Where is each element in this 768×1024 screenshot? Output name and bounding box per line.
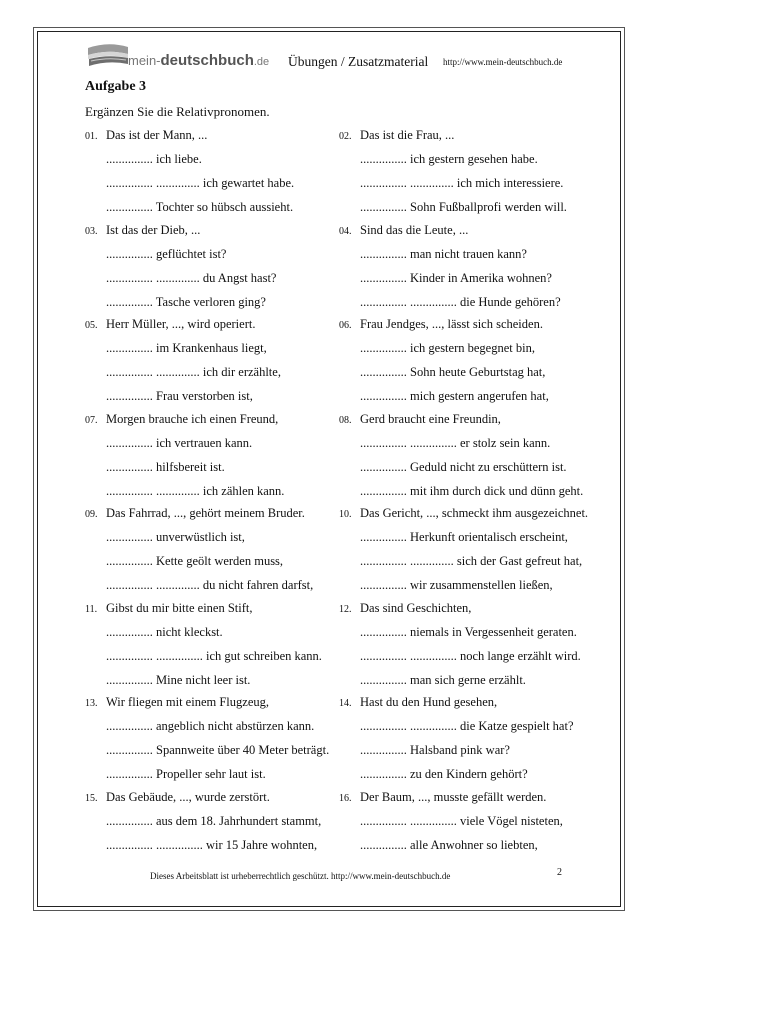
exercise-blank-line: ............... ich gestern gesehen habe. xyxy=(360,152,538,166)
exercise-blank-line: ............... .............. sich der Gast gefreut hat, xyxy=(360,554,583,568)
exercise-item xyxy=(85,223,335,318)
exercise-blank-line: ............... alle Anwohner so liebten, xyxy=(360,837,538,852)
exercise-blank-line: ............... ............... er stolz sein kann. xyxy=(360,435,551,450)
exercise-blank-line: ............... .............. ich zählen kann. xyxy=(106,483,285,498)
exercise-prompt: Das ist die Frau, ... xyxy=(360,128,455,142)
site-logo: mein-deutschbuch.de xyxy=(128,52,270,69)
exercise-item xyxy=(85,317,335,412)
exercise-item xyxy=(339,601,589,696)
exercise-prompt: Das sind Geschichten, xyxy=(360,600,472,615)
exercise-blank-line: ............... Mine nicht leer ist. xyxy=(106,672,251,687)
exercise-prompt: Das ist der Mann, ... xyxy=(106,128,208,142)
exercise-blank-line: ............... angeblich nicht abstürzen kann. xyxy=(106,719,315,733)
exercise-number: 08. xyxy=(339,414,352,426)
exercise-number: 14. xyxy=(339,698,352,709)
exercise-item xyxy=(85,790,335,885)
exercise-blank-line: ............... niemals in Vergessenheit geraten. xyxy=(360,624,577,639)
exercise-number: 03. xyxy=(85,225,98,237)
exercise-blank-line: ............... mit ihm durch dick und dünn geht. xyxy=(360,483,584,498)
exercise-item xyxy=(339,790,589,885)
worksheet-header xyxy=(86,38,606,80)
exercise-item xyxy=(85,601,335,696)
exercise-blank-line: ............... Sohn heute Geburtstag hat, xyxy=(360,365,546,379)
task-instruction: Ergänzen Sie die Relativpronomen. xyxy=(85,104,270,119)
task-title: Aufgabe 3 xyxy=(85,79,147,94)
exercise-item xyxy=(339,317,589,412)
exercise-prompt: Frau Jendges, ..., lässt sich scheiden. xyxy=(360,317,543,331)
exercise-prompt: Der Baum, ..., musste gefällt werden. xyxy=(360,789,547,804)
exercise-item xyxy=(85,128,335,223)
exercise-blank-line: ............... man nicht trauen kann? xyxy=(360,246,527,261)
exercise-number: 05. xyxy=(85,320,98,331)
exercise-item xyxy=(85,412,335,507)
exercise-blank-line: ............... Herkunft orientalisch erscheint, xyxy=(360,530,568,544)
exercise-blank-line: ............... Frau verstorben ist, xyxy=(106,389,253,403)
exercise-blank-line: ............... nicht kleckst. xyxy=(106,624,223,639)
exercise-blank-line: ............... im Krankenhaus liegt, xyxy=(106,341,267,355)
exercise-prompt: Das Fahrrad, ..., gehört meinem Bruder. xyxy=(106,506,305,520)
exercise-blank-line: ............... .............. du nicht fahren darfst, xyxy=(106,578,314,592)
exercise-blank-line: ............... ............... noch lange erzählt wird. xyxy=(360,648,581,663)
exercise-item xyxy=(339,695,589,790)
exercise-column-right xyxy=(339,128,589,884)
exercise-column-left xyxy=(85,128,335,884)
exercise-number: 11. xyxy=(85,603,98,615)
page-number: 2 xyxy=(557,867,562,878)
exercise-blank-line: ............... ............... ich gut schreiben kann. xyxy=(106,648,322,663)
exercise-blank-line: ............... ............... die Hunde gehören? xyxy=(360,294,561,309)
exercise-blank-line: ............... wir zusammenstellen ließen, xyxy=(360,578,553,592)
exercise-prompt: Das Gebäude, ..., wurde zerstört. xyxy=(106,789,270,804)
exercise-blank-line: ............... unverwüstlich ist, xyxy=(106,530,245,544)
exercise-prompt: Hast du den Hund gesehen, xyxy=(360,695,498,709)
header-title: Übungen / Zusatzmaterial xyxy=(288,54,429,69)
footer-copyright: Dieses Arbeitsblatt ist urheberrechtlich geschützt. http://www.mein-deutschbuch.de xyxy=(150,871,451,881)
exercise-item xyxy=(85,506,335,601)
exercise-prompt: Sind das die Leute, ... xyxy=(360,222,469,237)
exercise-prompt: Gibst du mir bitte einen Stift, xyxy=(106,600,253,615)
exercise-prompt: Morgen brauche ich einen Freund, xyxy=(106,411,279,426)
exercise-number: 01. xyxy=(85,131,98,142)
exercise-blank-line: ............... Tochter so hübsch aussieht. xyxy=(106,200,294,214)
exercise-item xyxy=(339,506,589,601)
exercise-blank-line: ............... .............. ich mich interessiere. xyxy=(360,176,564,190)
exercise-number: 13. xyxy=(85,698,98,709)
exercise-blank-line: ............... man sich gerne erzählt. xyxy=(360,672,526,687)
exercise-blank-line: ............... .............. du Angst hast? xyxy=(106,270,277,285)
exercise-blank-line: ............... Sohn Fußballprofi werden will. xyxy=(360,200,567,214)
exercise-blank-line: ............... Halsband pink war? xyxy=(360,743,510,757)
book-stack-icon xyxy=(86,40,130,68)
exercise-blank-line: ............... ich liebe. xyxy=(106,152,202,166)
exercise-number: 10. xyxy=(339,509,352,520)
exercise-blank-line: ............... ich gestern begegnet bin, xyxy=(360,341,535,355)
exercise-blank-line: ............... ............... wir 15 Jahre wohnten, xyxy=(106,837,318,852)
exercise-blank-line: ............... geflüchtet ist? xyxy=(106,246,227,261)
exercise-number: 04. xyxy=(339,225,352,237)
exercise-blank-line: ............... ............... viele Vögel nisteten, xyxy=(360,813,563,828)
exercise-number: 09. xyxy=(85,509,98,520)
exercise-blank-line: ............... mich gestern angerufen hat, xyxy=(360,389,549,403)
exercise-prompt: Wir fliegen mit einem Flugzeug, xyxy=(106,695,269,709)
exercise-item xyxy=(339,128,589,223)
exercise-prompt: Ist das der Dieb, ... xyxy=(106,222,201,237)
exercise-blank-line: ............... Kinder in Amerika wohnen? xyxy=(360,270,552,285)
exercise-prompt: Das Gericht, ..., schmeckt ihm ausgezeichnet. xyxy=(360,506,589,520)
exercise-blank-line: ............... ich vertrauen kann. xyxy=(106,435,253,450)
exercise-blank-line: ............... Propeller sehr laut ist. xyxy=(106,767,266,781)
exercise-number: 02. xyxy=(339,131,352,142)
exercise-blank-line: ............... ............... die Katze gespielt hat? xyxy=(360,719,574,733)
exercise-prompt: Gerd braucht eine Freundin, xyxy=(360,411,501,426)
exercise-prompt: Herr Müller, ..., wird operiert. xyxy=(106,317,256,331)
header-url: http://www.mein-deutschbuch.de xyxy=(443,57,563,67)
exercise-blank-line: ............... zu den Kindern gehört? xyxy=(360,767,528,781)
exercise-number: 06. xyxy=(339,320,352,331)
exercise-blank-line: ............... Spannweite über 40 Meter beträgt. xyxy=(106,743,330,757)
exercise-number: 12. xyxy=(339,603,352,615)
exercise-item xyxy=(85,695,335,790)
exercise-number: 15. xyxy=(85,792,98,804)
exercise-blank-line: ............... hilfsbereit ist. xyxy=(106,459,225,474)
exercise-number: 16. xyxy=(339,792,352,804)
exercise-blank-line: ............... Kette geölt werden muss, xyxy=(106,554,284,568)
exercise-blank-line: ............... .............. ich dir erzählte, xyxy=(106,365,281,379)
exercise-blank-line: ............... .............. ich gewartet habe. xyxy=(106,176,295,190)
exercise-item xyxy=(339,412,589,507)
exercise-number: 07. xyxy=(85,414,98,426)
exercise-blank-line: ............... Geduld nicht zu erschüttern ist. xyxy=(360,459,567,474)
exercise-blank-line: ............... aus dem 18. Jahrhundert stammt, xyxy=(106,813,322,828)
exercise-blank-line: ............... Tasche verloren ging? xyxy=(106,294,266,309)
exercise-item xyxy=(339,223,589,318)
